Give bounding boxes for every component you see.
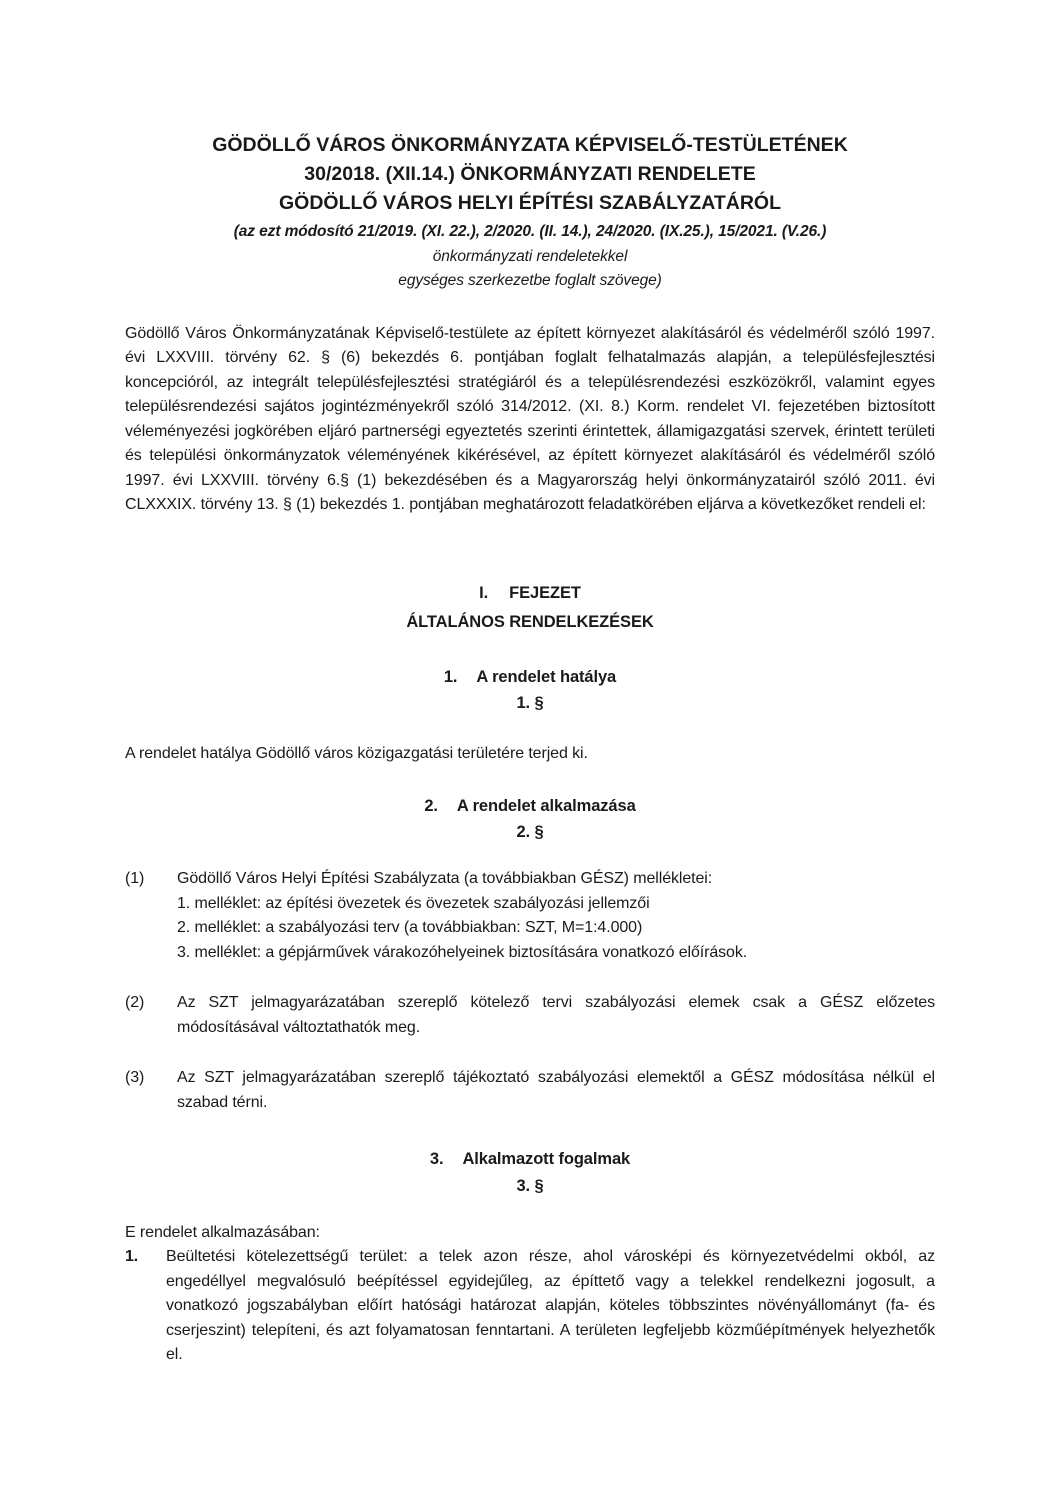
subtitle-line-2: önkormányzati rendeletekkel — [432, 247, 628, 265]
section-1-number: 1. — [443, 667, 458, 686]
title-line-2: 30/2018. (XII.14.) ÖNKORMÁNYZATI RENDELETE — [304, 163, 756, 185]
paragraph-2-text: Az SZT jelmagyarázatában szereplő kötelező tervi szabályozási elemek csak a GÉSZ előzetes módosításával változtathatók meg. — [177, 994, 935, 1036]
section-2-number: 2. — [424, 796, 438, 815]
definition-1-text: Beültetési kötelezettségű terület: a telek azon része, ahol városképi és környezetvédelmi okból, az engedéllyel megvalósuló beépítéssel egyidejűleg, az építtető vagy a telekkel rendelkezni jogosult, a vonatkozó jogszabályban előírt hatósági határozat alapján, köteles többszintes növényállományt (fa- és cserjeszint) telepíteni, és azt folyamatosan fenntartani. A területen legfeljebb közműépítmények helyezhetők el. — [166, 1248, 935, 1363]
document-header — [125, 131, 935, 294]
subtitle-line-3: egységes szerkezetbe foglalt szövege) — [398, 272, 662, 289]
section-3-number: 3. — [429, 1150, 444, 1168]
definition-1-marker: 1. — [125, 1248, 139, 1265]
title-line-1: GÖDÖLLŐ VÁROS ÖNKORMÁNYZATA KÉPVISELŐ-TESTÜLETÉNEK — [212, 134, 848, 156]
paragraph-2-marker: (2) — [125, 994, 145, 1011]
document-subtitle — [125, 220, 935, 294]
document-title — [125, 131, 935, 218]
paragraph-3-text: Az SZT jelmagyarázatában szereplő tájékoztató szabályozási elemektől a GÉSZ módosítása nélkül el szabad térni. — [177, 1069, 935, 1111]
chapter-title: ÁLTALÁNOS RENDELKEZÉSEK — [406, 612, 654, 631]
section-1-title: A rendelet hatálya — [476, 667, 617, 686]
section-3-title: Alkalmazott fogalmak — [462, 1150, 631, 1168]
paragraph-3-marker: (3) — [125, 1069, 145, 1086]
definitions-intro: E rendelet alkalmazásában: — [125, 1223, 320, 1241]
paragraph-1-marker: (1) — [125, 870, 145, 887]
paragraph-1 — [125, 867, 935, 965]
subtitle-line-1: (az ezt módosító 21/2019. (XI. 22.), 2/2020. (II. 14.), 24/2020. (IX.25.), 15/2021. (V.26.) — [233, 223, 827, 240]
section-3-mark: 3. § — [516, 1176, 544, 1195]
title-line-3: GÖDÖLLŐ VÁROS HELYI ÉPÍTÉSI SZABÁLYZATÁRÓL — [279, 192, 781, 214]
paragraph-2 — [125, 991, 935, 1040]
chapter-label: FEJEZET — [509, 583, 581, 602]
section-1-body: A rendelet hatálya Gödöllő város közigazgatási területére terjed ki. — [125, 745, 588, 762]
chapter-number-line — [125, 579, 935, 608]
annex-item-3: 3. melléklet: a gépjárművek várakozóhelyeinek biztosítására vonatkozó előírások. — [177, 943, 748, 961]
section-1-mark: 1. § — [516, 694, 544, 712]
section-1-heading — [125, 665, 935, 690]
paragraph-3 — [125, 1066, 935, 1115]
section-3-heading — [125, 1147, 935, 1172]
preamble-paragraph: Gödöllő Város Önkormányzatának Képviselő-testülete az épített környezet alakításáról és védelméről szóló 1997. évi LXXVIII. törvény 62. § (6) bekezdés 6. pontjában foglalt felhatalmazás alapján, a településfejlesztési koncepcióról, az integrált településfejlesztési stratégiáról és a településrendezési eszközökről, valamint egyes településrendezési sajátos jogintézményekről szóló 314/2012. (XI. 8.) Korm. rendelet VI. fejezetében biztosított véleményezési jogkörében eljáró partnerségi egyeztetés szerinti érintettek, államigazgatási szervek, érintett területi és települési önkormányzatok véleményének kikérésével, az épített környezet alakításáról és védelméről szóló 1997. évi LXXVIII. törvény 6.§ (1) bekezdésében és a Magyarország helyi önkormányzatairól szóló 2011. évi CLXXXIX. törvény 13. § (1) bekezdés 1. pontjában meghatározott feladatkörében eljárva a következőket rendeli el: — [125, 324, 935, 513]
annex-item-2: 2. melléklet: a szabályozási terv (a továbbiakban: SZT, M=1:4.000) — [177, 919, 643, 936]
annex-item-1: 1. melléklet: az építési övezetek és övezetek szabályozási jellemzői — [177, 894, 650, 912]
section-2-mark: 2. § — [516, 823, 544, 841]
chapter-number: I. — [479, 583, 489, 602]
chapter-heading — [125, 579, 935, 637]
definition-1 — [125, 1245, 935, 1368]
section-2-heading — [125, 794, 935, 819]
paragraph-1-text — [177, 867, 935, 965]
paragraph-1-lead: Gödöllő Város Helyi Építési Szabályzata (a továbbiakban GÉSZ) mellékletei: — [177, 870, 713, 887]
section-2-title: A rendelet alkalmazása — [456, 796, 636, 815]
